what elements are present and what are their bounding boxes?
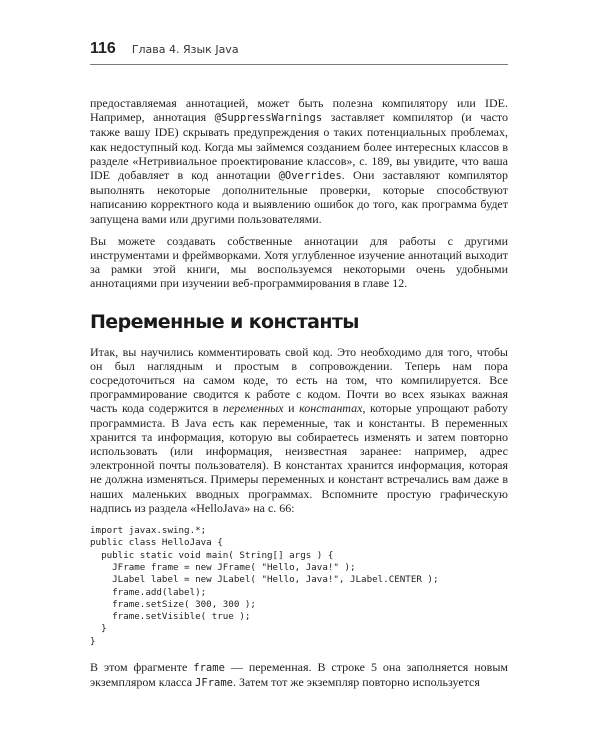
inline-code-frame: frame	[193, 662, 225, 675]
paragraph-frame-variable	[90, 660, 508, 690]
chapter-title: Глава 4. Язык Java	[131, 43, 239, 56]
text-run: . Затем тот же экземпляр повторно используется	[232, 675, 480, 690]
code-line: JFrame frame = new JFrame( "Hello, Java!" );	[90, 561, 356, 573]
text-run: , которые упрощают работу программиста. В Java есть как переменные, так и константы. В переменных хранится та информация, которую вы собираетесь изменять и затем повторно использовать (или информация, неизвестная заранее: например, адрес электронной почты пользователя). В константах хранится информация, которая не должна изменяться. Примеры переменных и констант встречались вам даже в наших маленьких вводных программах. Вспомните простую графическую надпись из раздела «HelloJava» на с. 66:	[90, 401, 509, 515]
text-run: . Они заставляют компилятор выполнять некоторые дополнительные проверки, которые способствуют написанию корректного кода и выявлению ошибок до того, как программа будет запущена вами или другими пользователями.	[90, 168, 508, 226]
emphasis-variables: переменных	[222, 401, 284, 416]
paragraph-variables-intro	[90, 345, 508, 515]
code-listing	[90, 525, 508, 648]
code-line: frame.setSize( 300, 300 );	[90, 598, 256, 610]
code-line: import javax.swing.*;	[90, 525, 207, 537]
text-run: и	[283, 401, 300, 416]
inline-code-jframe: JFrame	[195, 677, 233, 690]
running-head	[90, 40, 510, 62]
text-run: Итак, вы научились комментировать свой код. Это необходимо для того, чтобы он был наглядным и простым в сопровождении. Теперь нам пора сосредоточиться на самом коде, то есть на том, что компилируется. Все программирование сводится к работе с кодом. Почти во всех языках важная часть кода содержится в	[90, 344, 508, 416]
code-line: }	[90, 623, 107, 635]
header-rule	[90, 64, 508, 65]
text-run: предоставляемая аннотацией, может быть полезна компилятору или IDE. Например, аннотация	[90, 96, 508, 125]
inline-code-overrides: @Overrides	[278, 170, 342, 183]
text-run: — переменная. В строке 5 она заполняется новым экземпляром класса	[90, 660, 509, 690]
inline-code-suppresswarnings: @SuppressWarnings	[214, 112, 323, 125]
code-line: JLabel label = new JLabel( "Hello, Java!", JLabel.CENTER );	[90, 574, 439, 586]
paragraph-annotations-usage	[90, 96, 508, 226]
text-run: В этом фрагменте	[90, 660, 194, 675]
section-heading: Переменные и константы	[90, 310, 359, 333]
paragraph-custom-annotations	[90, 234, 508, 291]
code-line: frame.add(label);	[90, 586, 207, 598]
code-line: public class HelloJava {	[90, 537, 223, 549]
page-content	[90, 96, 508, 698]
code-line: public static void main( String[] args ) {	[90, 549, 334, 561]
text-run: Вы можете создавать собственные аннотации для работы с другими инструментами и фреймворками. Хотя углубленное изучение аннотаций выходит за рамки этой книги, мы воспользуемся некоторыми очень удобными аннотациями при изучении веб-программирования в главе 12.	[90, 233, 508, 291]
code-line: }	[90, 635, 96, 647]
page-number: 116	[90, 40, 116, 57]
text-run: заставляет компилятор (и часто также вашу IDE) скрывать предупреждения о таких потенциальных проблемах, как недоступный код. Когда мы займемся созданием более интересных классов в разделе «Нетривиальное проектирование классов», с. 189, вы увидите, что ваша IDE добавляет в код аннотации	[90, 110, 508, 183]
code-line: frame.setVisible( true );	[90, 611, 251, 623]
emphasis-constants: константах	[299, 401, 363, 416]
